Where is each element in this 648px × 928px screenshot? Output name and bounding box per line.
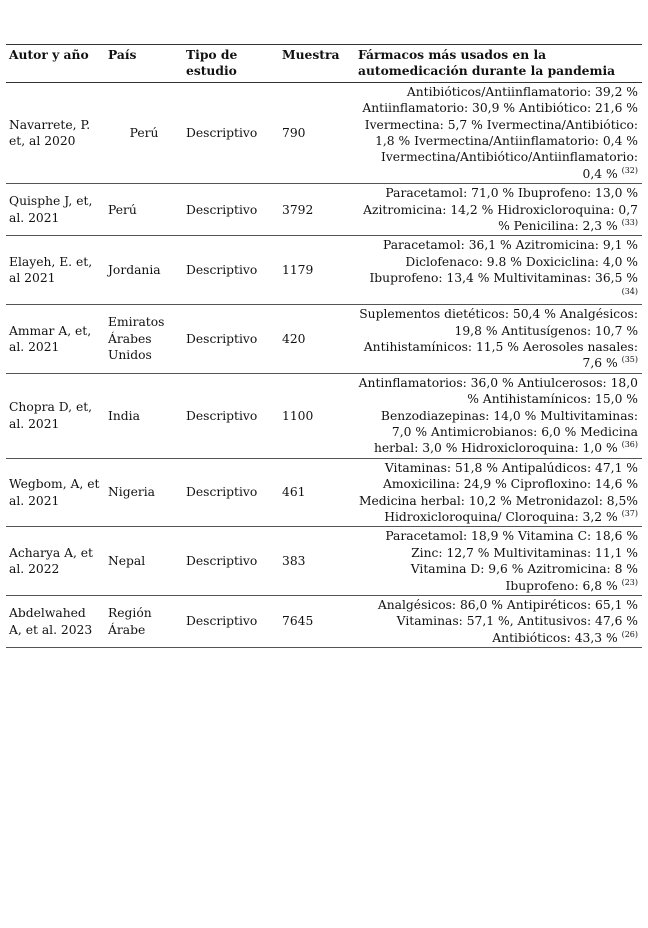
drugs-cell	[355, 305, 642, 374]
drugs-text: Suplementos dietéticos: 50,4 % Analgésicos: 19,8 % Antitusígenos: 10,7 % Antihistamínicos: 11,5 % Aerosoles nasales: 7,6 %	[359, 307, 638, 371]
study-type-cell: Descriptivo	[183, 82, 279, 183]
table-row	[6, 527, 642, 596]
country-cell: Perú	[105, 82, 183, 183]
header-country: País	[105, 45, 183, 83]
sample-cell: 1100	[279, 373, 355, 458]
reference-mark: (26)	[621, 629, 638, 639]
sample-cell: 790	[279, 82, 355, 183]
drugs-text: Antibióticos/Antiinflamatorio: 39,2 % Antiinflamatorio: 30,9 % Antibiótico: 21,6 % Ivermectina: 5,7 % Ivermectina/Antibiótico: 1,8 % Ivermectina/Antiinflamatorio: 0,4 % Ivermectina/Antibiótico/Antiinflamatorio: 0,4 %	[362, 84, 638, 181]
drugs-cell	[355, 82, 642, 183]
study-type-cell: Descriptivo	[183, 305, 279, 374]
header-author: Autor y año	[6, 45, 105, 83]
country-cell: Región Árabe	[105, 596, 183, 648]
reference-mark: (34)	[621, 286, 638, 296]
table-row	[6, 305, 642, 374]
reference-mark: (36)	[621, 440, 638, 450]
author-cell: Acharya A, et al. 2022	[6, 527, 105, 596]
drugs-cell	[355, 596, 642, 648]
reference-mark: (23)	[621, 577, 638, 587]
study-type-cell: Descriptivo	[183, 184, 279, 236]
drugs-cell	[355, 184, 642, 236]
country-cell: Emiratos Árabes Unidos	[105, 305, 183, 374]
drugs-cell	[355, 458, 642, 527]
drugs-text: Antinflamatorios: 36,0 % Antiulcerosos: 18,0 % Antihistamínicos: 15,0 % Benzodiazepinas: 14,0 % Multivitaminas: 7,0 % Antimicrobianos: 6,0 % Medicina herbal: 3,0 % Hidroxicloroquina: 1,0 %	[358, 375, 638, 456]
sample-cell: 3792	[279, 184, 355, 236]
automedication-table	[6, 44, 642, 648]
author-cell: Navarrete, P. et, al 2020	[6, 82, 105, 183]
author-cell: Wegbom, A, et al. 2021	[6, 458, 105, 527]
country-cell: Nepal	[105, 527, 183, 596]
drugs-text: Paracetamol: 18,9 % Vitamina C: 18,6 % Zinc: 12,7 % Multivitaminas: 11,1 % Vitamina D: 9,6 % Azitromicina: 8 % Ibuprofeno: 6,8 %	[385, 529, 638, 593]
reference-mark: (35)	[621, 355, 638, 365]
table-row	[6, 236, 642, 305]
table-row	[6, 373, 642, 458]
header-drugs: Fármacos más usados en la automedicación durante la pandemia	[355, 45, 642, 83]
reference-mark: (32)	[621, 165, 638, 175]
drugs-text: Paracetamol: 36,1 % Azitromicina: 9,1 % Diclofenaco: 9.8 % Doxiciclina: 4,0 % Ibuprofeno: 13,4 % Multivitaminas: 36,5 %	[369, 238, 638, 286]
study-type-cell: Descriptivo	[183, 527, 279, 596]
study-type-cell: Descriptivo	[183, 236, 279, 305]
drugs-text: Paracetamol: 71,0 % Ibuprofeno: 13,0 % Azitromicina: 14,2 % Hidroxicloroquina: 0,7 % Penicilina: 2,3 %	[363, 186, 638, 234]
sample-cell: 420	[279, 305, 355, 374]
country-cell: India	[105, 373, 183, 458]
drugs-cell	[355, 236, 642, 305]
study-type-cell: Descriptivo	[183, 458, 279, 527]
author-cell: Quisphe J, et, al. 2021	[6, 184, 105, 236]
study-type-cell: Descriptivo	[183, 596, 279, 648]
drugs-cell	[355, 373, 642, 458]
table-row	[6, 184, 642, 236]
country-cell: Perú	[105, 184, 183, 236]
header-row	[6, 45, 642, 83]
sample-cell: 1179	[279, 236, 355, 305]
header-sample: Muestra	[279, 45, 355, 83]
author-cell: Ammar A, et, al. 2021	[6, 305, 105, 374]
drugs-text: Vitaminas: 51,8 % Antipalúdicos: 47,1 % Amoxicilina: 24,9 % Ciprofloxino: 14,6 % Medicina herbal: 10,2 % Metronidazol: 8,5% Hidroxicloroquina/ Cloroquina: 3,2 %	[358, 460, 638, 524]
sample-cell: 383	[279, 527, 355, 596]
author-cell: Chopra D, et, al. 2021	[6, 373, 105, 458]
sample-cell: 461	[279, 458, 355, 527]
table-row	[6, 596, 642, 648]
table-row	[6, 458, 642, 527]
country-cell: Nigeria	[105, 458, 183, 527]
author-cell: Elayeh, E. et, al 2021	[6, 236, 105, 305]
drugs-cell	[355, 527, 642, 596]
reference-mark: (37)	[621, 508, 638, 518]
table-row	[6, 82, 642, 183]
drugs-text: Analgésicos: 86,0 % Antipiréticos: 65,1 % Vitaminas: 57,1 %, Antitusivos: 47,6 % Antibióticos: 43,3 %	[377, 598, 638, 645]
country-cell: Jordania	[105, 236, 183, 305]
sample-cell: 7645	[279, 596, 355, 648]
author-cell: Abdelwahed A, et al. 2023	[6, 596, 105, 648]
reference-mark: (33)	[621, 218, 638, 228]
header-study-type: Tipo de estudio	[183, 45, 279, 83]
study-type-cell: Descriptivo	[183, 373, 279, 458]
